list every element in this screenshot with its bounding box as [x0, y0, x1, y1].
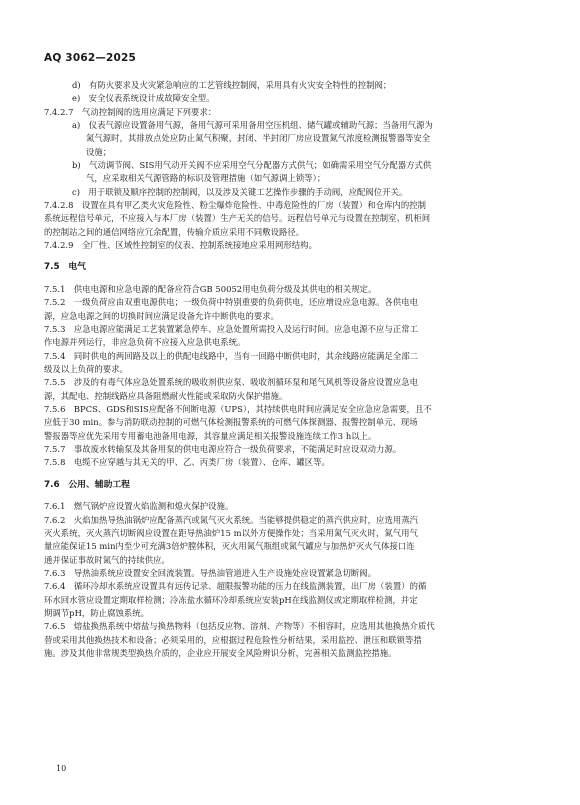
clause-7-5-2-cont: 源，应急电源之间的切换时间应满足设备允许中断供电的要求。 [44, 310, 280, 321]
clause-7-6-1: 7.6.1 燃气锅炉应设置火焰监测和熄火保护设施。 [44, 501, 234, 512]
clause-7-5-1: 7.5.1 供电电源和应急电源的配备应符合GB 50052用电负荷分级及其供电的相关规定。 [44, 283, 377, 294]
clause-7-5-3: 7.5.3 应急电源应能满足工艺装置紧急停车、应急处置所需投入及运行时间。应急电源不应与正常工 [44, 324, 419, 334]
clause-7-4-2-8-cont: 的控制站之间的通信网络应冗余配置，传输介质应采用不同敷设路径。 [44, 226, 305, 237]
clause-7-6-2-cont: 通并保证事故时氮气的持续供应。 [44, 554, 170, 565]
list-item-a: a) 仪表气源应设置备用气源，备用气源可采用备用空压机组、储气罐或辅助气源；当备用气源为 [72, 120, 433, 131]
clause-7-5-6-cont: 警报器等应优先采用专用蓄电池备用电源，其容量应满足相关报警设施连续工作3 h以上。 [44, 430, 377, 441]
page-number: 10 [56, 764, 67, 773]
standard-code-header: AQ 3062—2025 [44, 52, 137, 64]
clause-7-5-5: 7.5.5 涉及的有毒气体应急处置系统的吸收剂供应泵、吸收剂循环泵和尾气风机等设备应设置应急电 [44, 377, 419, 388]
clause-7-4-2-9: 7.4.2.9 全厂性、区域性控制室的仪表、控制系统接地应采用网形结构。 [44, 240, 317, 251]
page-body [44, 79, 534, 660]
clause-7-5-6-cont: 应低于30 min。参与消防联动控制的可燃气体检测报警系统的可燃气体探测器、报警控制单元、现场 [44, 417, 418, 428]
list-item-c: c) 用于联锁及顺序控制的控制阀，以及涉及关键工艺操作步骤的手动阀，应配阀位开关。 [72, 186, 408, 197]
clause-7-5-7: 7.5.7 事故废水转输泵及其备用泵的供电电源应符合一级负荷要求，不能满足时应设双动力源。 [44, 444, 402, 455]
clause-7-5-5-cont: 源，其配电、控制线路应具备阻燃耐火性能或采取防火保护措施。 [44, 390, 288, 401]
clause-7-4-2-8-cont: 系统远程信号单元，不应接入与本厂房（装置）生产无关的信号。远程信号单元与设置在控制室、机柜间 [44, 213, 431, 224]
section-heading-7-6: 7.6 公用、辅助工程 [44, 479, 130, 490]
clause-7-6-5-cont: 施。涉及其他非常规类型换热介质的，企业应开展安全风险辨识分析，完善相关监测监控措施。 [44, 648, 397, 659]
clause-7-5-6: 7.5.6 BPCS、GDS和SIS应配备不间断电源（UPS），其持续供电时间应满足安全应急应急需要，且不 [44, 404, 432, 415]
clause-7-6-4-cont: 环水回水管应设置定期取样检测；冷冻盐水循环冷却系统应安装pH在线监测仪或定期取样检测，并定 [44, 594, 418, 605]
clause-7-6-2-cont: 量应能保证15 min内至少可充满3倍炉膛体积，灭火用氮气瓶组或氮气罐应与加热炉灭火气体接口连 [44, 541, 415, 552]
list-item-b-cont: 气，应采取相关气源管路的标识及管理措施（如气源调上锁等）； [86, 173, 326, 184]
clause-7-5-3-cont: 作电源并列运行，非应急负荷不应接入应急供电系统。 [44, 337, 246, 348]
clause-7-6-2: 7.6.2 火焰加热导热油锅炉应配备蒸汽或氮气灭火系统。当能够提供稳定的蒸汽供应时，应选用蒸汽 [44, 514, 419, 525]
list-item-a-cont: 氮气源时，其排放点处应防止氮气积聚，封闭、半封闭厂房应设置氮气浓度检测报警器等安全 [86, 133, 431, 144]
clause-7-5-2: 7.5.2 一级负荷应由双重电源供电；一级负荷中特别重要的负荷供电，还应增设应急电源。各供电电 [44, 297, 419, 308]
clause-7-4-2-7: 7.4.2.7 气动控制阀的选用应满足下列要求： [44, 106, 217, 117]
list-item-a-cont: 设施； [86, 146, 112, 157]
clause-7-5-8: 7.5.8 电缆不应穿越与其无关的甲、乙、丙类厂房（装置）、仓库、罐区等。 [44, 457, 330, 468]
list-item-e: e) 安全仪表系统设计成故障安全型。 [72, 93, 215, 104]
clause-7-5-4: 7.5.4 同时供电的两回路及以上的供配电线路中，当有一回路中断供电时，其余线路应能满足全部二 [44, 350, 419, 361]
clause-7-4-2-8: 7.4.2.8 设置在具有甲乙类火灾危险性、粉尘爆炸危险性、中毒危险性的厂房（装置）和仓库内的控制 [44, 200, 427, 211]
clause-7-6-3: 7.6.3 导热油系统应设置安全回流装置。导热油管道进入生产设施处应设置紧急切断阀。 [44, 568, 377, 578]
clause-7-5-4-cont: 级及以上负荷的要求。 [44, 364, 128, 375]
clause-7-6-2-cont: 灭火系统，灭火蒸汽切断阀应设置在距导热油炉15 m以外方便操作处；当采用氮气灭火时，氮气用气 [44, 527, 418, 538]
clause-7-6-5-cont: 替或采用其他换热技术和设备；必须采用的，应根据过程危险性分析结果，采用监控、泄压和联锁等措 [44, 634, 422, 645]
clause-7-6-4: 7.6.4 循环冷却水系统应设置具有远传记录、超限报警功能的压力在线监测装置，出厂房（装置）的循 [44, 581, 427, 592]
clause-7-6-4-cont: 期调节pH，防止腐蚀系统。 [44, 608, 150, 619]
list-item-d: d) 有防火要求及火灾紧急响应的工艺管线控制阀，采用具有火灾安全特性的控制阀； [72, 80, 392, 90]
section-heading-7-5: 7.5 电气 [44, 262, 86, 273]
clause-7-6-5: 7.6.5 熔盐换热系统中熔盐与换热物料（包括反应物、溶剂、产物等）不相容时，应选用其他换热介质代 [44, 621, 435, 632]
list-item-b: b) 气动调节阀、SIS用气动开关阀不应采用空气分配器方式供气；如确需采用空气分配器方式供 [72, 160, 432, 171]
